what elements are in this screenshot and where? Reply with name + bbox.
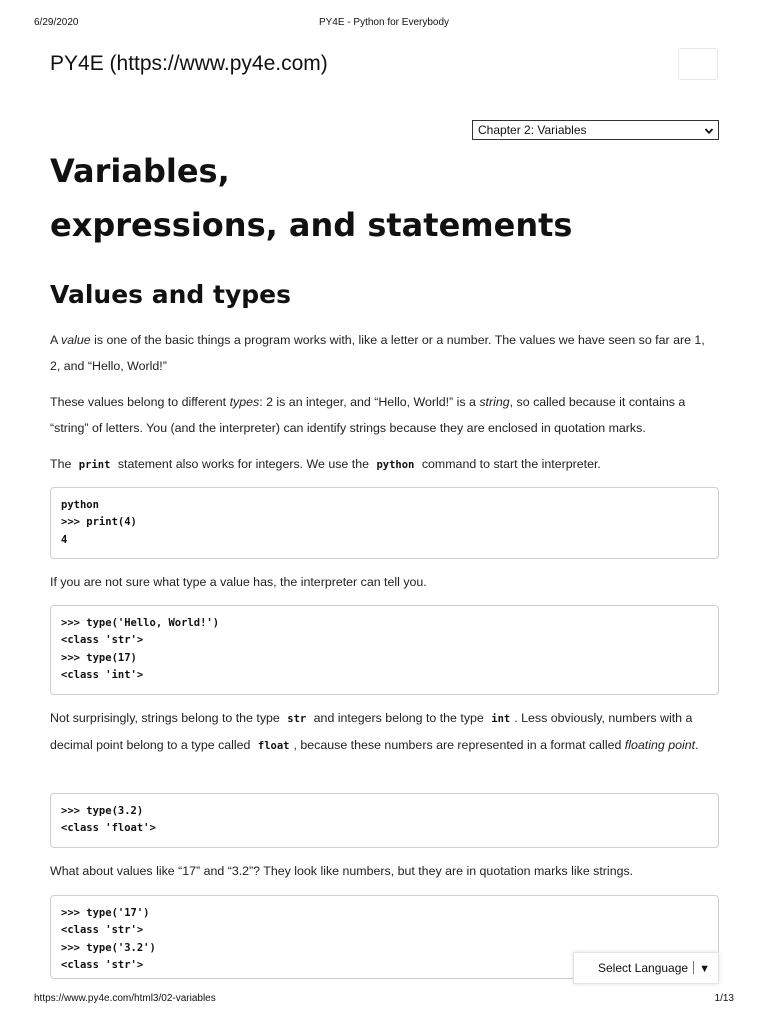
- code-line: >>> type('17'): [61, 907, 150, 919]
- paragraph-float: Not surprisingly, strings belong to the type str and integers belong to the type int . Less obviously, numbers with a decimal point belong to a type called float , because these numbers are represented in a format called floating point.: [50, 711, 699, 752]
- inline-code-int: int: [491, 713, 511, 725]
- paragraph-quoted-numbers: What about values like “17” and “3.2”? They look like numbers, but they are in quotation marks like strings.: [50, 864, 634, 878]
- code-line: <class 'str'>: [61, 959, 144, 972]
- print-date: 6/29/2020: [34, 17, 79, 28]
- paragraph-value-definition: A value is one of the basic things a program works with, like a letter or a number. The values we have seen so far are 1, 2, and “Hello, World!”: [50, 333, 705, 373]
- chapter-select[interactable]: [472, 120, 719, 140]
- print-url: https://www.py4e.com/html3/02-variables: [34, 993, 216, 1004]
- paragraph-type-query: If you are not sure what type a value has, the interpreter can tell you.: [50, 575, 427, 589]
- chapter-select-value: Chapter 2: Variables: [478, 123, 587, 137]
- code-line: python: [61, 499, 99, 511]
- paragraph-print-statement: The print statement also works for integers. We use the python command to start the interpreter.: [50, 457, 601, 471]
- inline-code-python: python: [376, 459, 415, 471]
- code-line: <class 'float'>: [61, 822, 156, 835]
- divider: [693, 961, 694, 974]
- code-block: [50, 793, 719, 848]
- code-line: >>> type(3.2): [61, 805, 144, 817]
- code-line: >>> type(17): [61, 651, 137, 664]
- code-block: [50, 487, 719, 559]
- select-language-label: Select Language: [598, 961, 689, 975]
- menu-toggle-button[interactable]: [678, 48, 718, 80]
- code-line: >>> type('Hello, World!'): [61, 617, 220, 629]
- select-language-button[interactable]: [573, 952, 719, 984]
- code-line: >>> type('3.2'): [61, 941, 156, 954]
- inline-code-print: print: [78, 459, 111, 471]
- chapter-heading-line1: Variables,: [50, 152, 230, 190]
- site-title[interactable]: PY4E (https://www.py4e.com): [50, 52, 328, 75]
- section-heading: Values and types: [50, 280, 292, 309]
- dropdown-arrow-icon: ▼: [699, 963, 710, 975]
- print-document-title: PY4E - Python for Everybody: [318, 17, 450, 28]
- code-line: 4: [61, 533, 68, 546]
- chapter-heading: [50, 144, 730, 252]
- chapter-heading-line2: expressions, and statements: [50, 206, 573, 244]
- print-header: [34, 17, 734, 31]
- code-line: <class 'int'>: [61, 669, 144, 682]
- chevron-down-icon: [704, 126, 714, 136]
- code-block: [50, 605, 719, 695]
- code-line: >>> print(4): [61, 516, 137, 529]
- inline-code-str: str: [287, 713, 307, 725]
- paragraph-types: These values belong to different types: 2 is an integer, and “Hello, World!” is a string, so called because it contains a “string” of letters. You (and the interpreter) can identify strings because they are enclosed in quotation marks.: [50, 395, 686, 435]
- code-line: <class 'str'>: [61, 634, 144, 647]
- code-line: <class 'str'>: [61, 924, 144, 937]
- print-page-number: 1/13: [714, 993, 734, 1004]
- print-footer: [34, 993, 734, 1007]
- inline-code-float: float: [257, 740, 290, 752]
